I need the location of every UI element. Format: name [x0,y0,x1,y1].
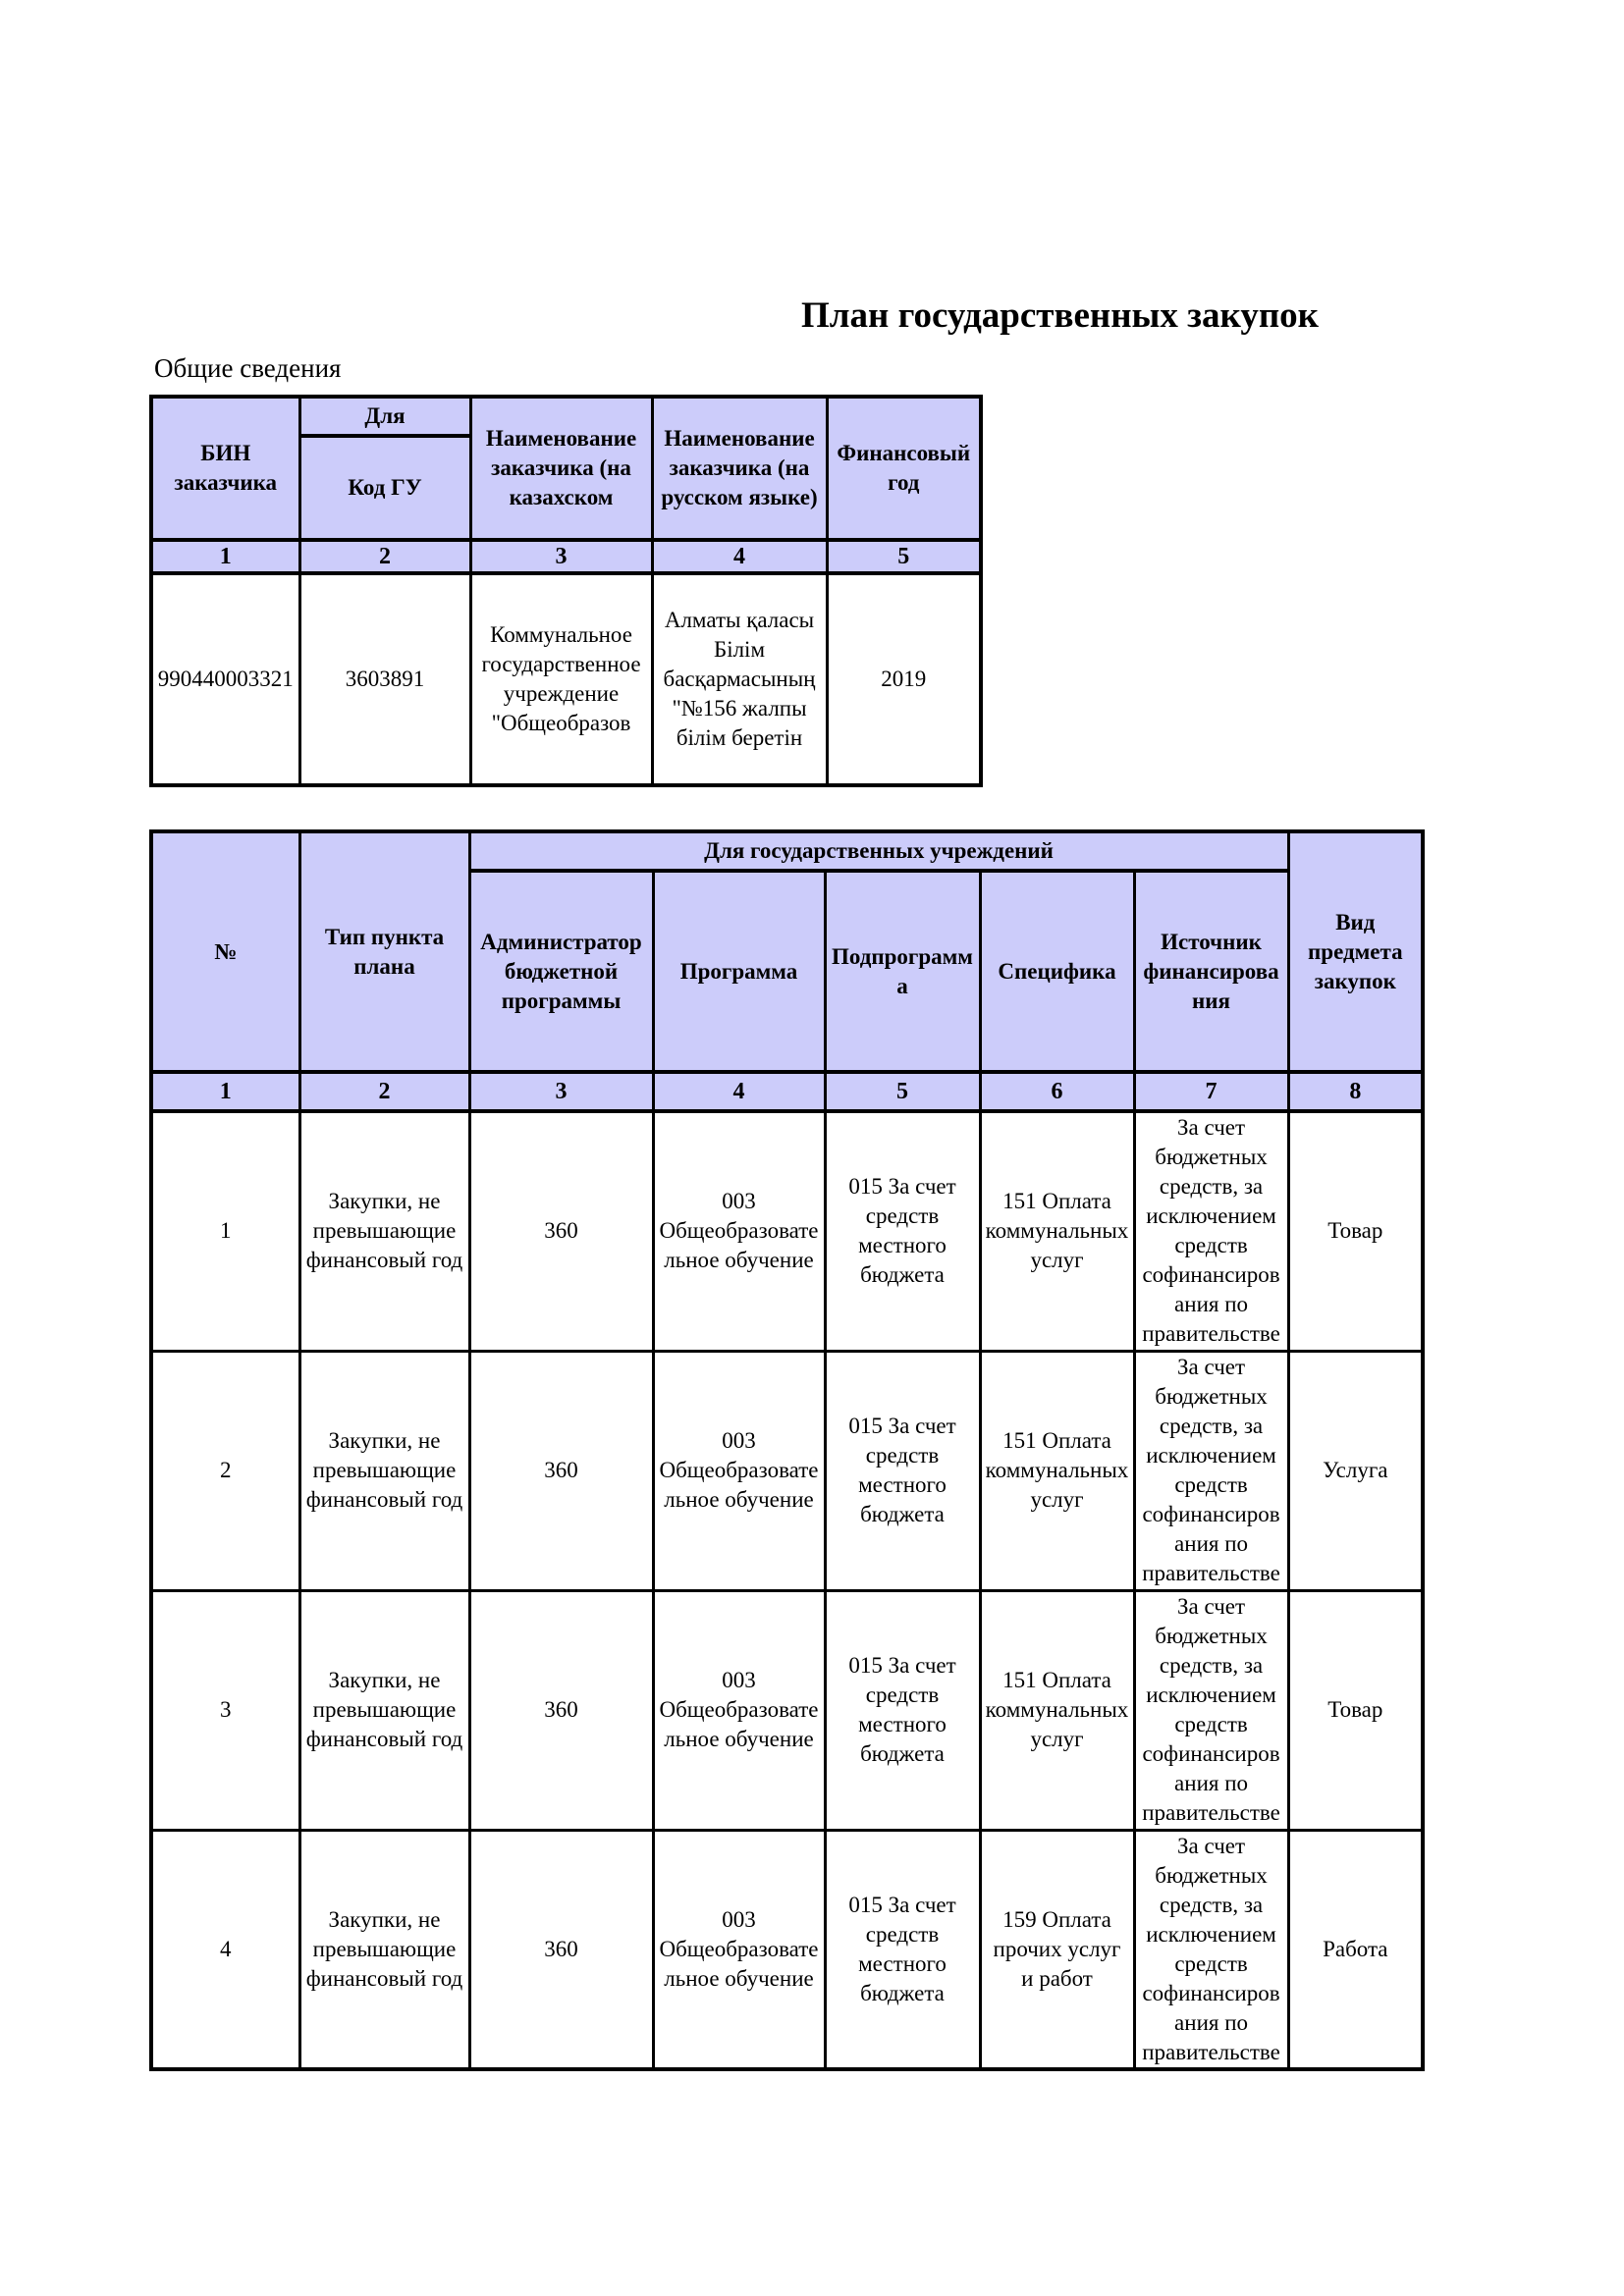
general-info-table [149,395,983,787]
column-number-row [151,540,981,573]
table-row [151,1111,1423,1351]
table-row [151,1830,1423,2069]
col-number: 4 [653,1072,825,1111]
cell-program: 003 Общеобразовательное обучение [653,1351,825,1590]
cell-budget-admin: 360 [469,1111,653,1351]
column-number-row [151,1072,1423,1111]
cell-subject-kind: Работа [1288,1830,1423,2069]
cell-specifics: 151 Оплата коммунальных услуг [980,1590,1134,1830]
header-budget-admin: Администратор бюджетной программы [469,871,653,1072]
cell-budget-admin: 360 [469,1830,653,2069]
col-number: 6 [980,1072,1134,1111]
cell-name-kz: Коммунальное государственное учреждение "Общеобразов [470,573,652,785]
cell-funding-source: За счет бюджетных средств, за исключением средств софинансирования по правительстве [1134,1830,1288,2069]
cell-subprogram: 015 За счет средств местного бюджета [825,1590,980,1830]
cell-subprogram: 015 За счет средств местного бюджета [825,1351,980,1590]
cell-bin: 990440003321 [151,573,299,785]
cell-specifics: 151 Оплата коммунальных услуг [980,1351,1134,1590]
cell-funding-source: За счет бюджетных средств, за исключением средств софинансирования по правительстве [1134,1351,1288,1590]
col-number: 3 [469,1072,653,1111]
cell-subject-kind: Товар [1288,1590,1423,1830]
header-num: № [151,831,299,1072]
col-number: 2 [299,540,470,573]
cell-fin-year: 2019 [827,573,981,785]
header-group-state-institutions: Для государственных учреждений [469,831,1288,871]
col-number: 1 [151,540,299,573]
cell-budget-admin: 360 [469,1590,653,1830]
cell-num: 3 [151,1590,299,1830]
cell-budget-admin: 360 [469,1351,653,1590]
procurement-plan-table [149,829,1425,2071]
col-number: 8 [1288,1072,1423,1111]
section-label: Общие сведения [154,353,342,383]
cell-funding-source: За счет бюджетных средств, за исключением средств софинансирования по правительстве [1134,1111,1288,1351]
header-plan-type: Тип пункта плана [299,831,469,1072]
cell-specifics: 159 Оплата прочих услуг и работ [980,1830,1134,2069]
cell-num: 2 [151,1351,299,1590]
header-name-kz: Наименование заказчика (на казахском [470,397,652,540]
header-fin-year: Финансовый год [827,397,981,540]
cell-num: 1 [151,1111,299,1351]
cell-subject-kind: Услуга [1288,1351,1423,1590]
cell-subject-kind: Товар [1288,1111,1423,1351]
cell-plan-type: Закупки, не превышающие финансовый год [299,1830,469,2069]
col-number: 2 [299,1072,469,1111]
col-number: 5 [827,540,981,573]
cell-subprogram: 015 За счет средств местного бюджета [825,1111,980,1351]
cell-name-ru: Алматы қаласы Білім басқармасының "№156 жалпы білім беретін [652,573,827,785]
cell-subprogram: 015 За счет средств местного бюджета [825,1830,980,2069]
header-kod-gu: Код ГУ [299,436,470,540]
header-name-ru: Наименование заказчика (на русском языке) [652,397,827,540]
header-for-group: Для [299,397,470,436]
cell-kod-gu: 3603891 [299,573,470,785]
col-number: 4 [652,540,827,573]
col-number: 7 [1134,1072,1288,1111]
cell-plan-type: Закупки, не превышающие финансовый год [299,1111,469,1351]
table-row [151,573,981,785]
header-specifics: Специфика [980,871,1134,1072]
header-bin: БИН заказчика [151,397,299,540]
header-program: Программа [653,871,825,1072]
cell-funding-source: За счет бюджетных средств, за исключением средств софинансирования по правительстве [1134,1590,1288,1830]
cell-program: 003 Общеобразовательное обучение [653,1590,825,1830]
col-number: 1 [151,1072,299,1111]
cell-program: 003 Общеобразовательное обучение [653,1830,825,2069]
page-title: План государственных закупок [801,295,1319,336]
table-row [151,1351,1423,1590]
cell-program: 003 Общеобразовательное обучение [653,1111,825,1351]
header-funding-source: Источник финансирования [1134,871,1288,1072]
table-row [151,1590,1423,1830]
header-subprogram: Подпрограмма [825,871,980,1072]
cell-plan-type: Закупки, не превышающие финансовый год [299,1590,469,1830]
cell-plan-type: Закупки, не превышающие финансовый год [299,1351,469,1590]
header-subject-kind: Вид предмета закупок [1288,831,1423,1072]
cell-num: 4 [151,1830,299,2069]
col-number: 3 [470,540,652,573]
cell-specifics: 151 Оплата коммунальных услуг [980,1111,1134,1351]
col-number: 5 [825,1072,980,1111]
